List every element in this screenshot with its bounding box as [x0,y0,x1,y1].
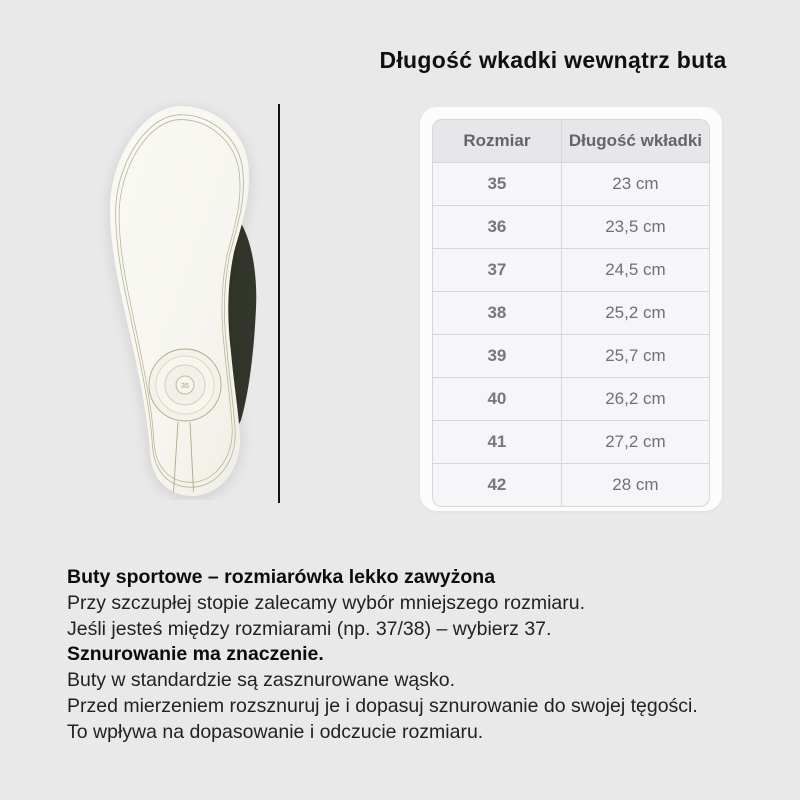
size-table [432,119,710,507]
length-cell: 25,2 cm [562,292,710,335]
note-line: Jeśli jesteś między rozmiarami (np. 37/38) – wybierz 37. [67,617,552,640]
size-column-header: Rozmiar [432,119,562,163]
size-cell: 41 [432,421,562,464]
table-row [432,292,710,335]
note-line: Przy szczupłej stopie zalecamy wybór mniejszego rozmiaru. [67,591,586,614]
size-cell: 38 [432,292,562,335]
table-row [432,421,710,464]
size-cell: 39 [432,335,562,378]
heel-emblem [149,349,221,421]
measurement-line [278,104,280,503]
sole-outline [110,106,249,496]
length-cell: 25,7 cm [562,335,710,378]
page-title: Długość wkadki wewnątrz buta [379,47,727,73]
length-cell: 26,2 cm [562,378,710,421]
table-row [432,206,710,249]
shoe-sole-image [100,100,260,500]
length-cell: 28 cm [562,464,710,507]
size-cell: 35 [432,163,562,206]
note-line: Przed mierzeniem rozsznuruj je i dopasuj sznurowanie do swojej tęgości. [67,694,698,717]
size-cell: 40 [432,378,562,421]
table-row [432,335,710,378]
table-row [432,464,710,507]
length-cell: 23 cm [562,163,710,206]
shoe-sole-figure [100,100,260,500]
length-cell: 27,2 cm [562,421,710,464]
note-line: Buty w standardzie są zasznurowane wąsko. [67,669,456,692]
length-column-header: Długość wkładki [562,119,710,163]
note-heading-lacing: Sznurowanie ma znaczenie. [67,643,324,666]
table-row [432,249,710,292]
heel-size-mark: 35 [180,380,190,390]
note-line: To wpływa na dopasowanie i odczucie rozmiaru. [67,720,484,743]
length-cell: 23,5 cm [562,206,710,249]
size-table-card [420,107,722,511]
size-cell: 42 [432,464,562,507]
size-table-header-row [432,119,710,163]
table-row [432,163,710,206]
size-cell: 37 [432,249,562,292]
size-cell: 36 [432,206,562,249]
sizing-notes [67,565,747,746]
note-heading-sizing: Buty sportowe – rozmiarówka lekko zawyżona [67,566,496,588]
length-cell: 24,5 cm [562,249,710,292]
table-row [432,378,710,421]
